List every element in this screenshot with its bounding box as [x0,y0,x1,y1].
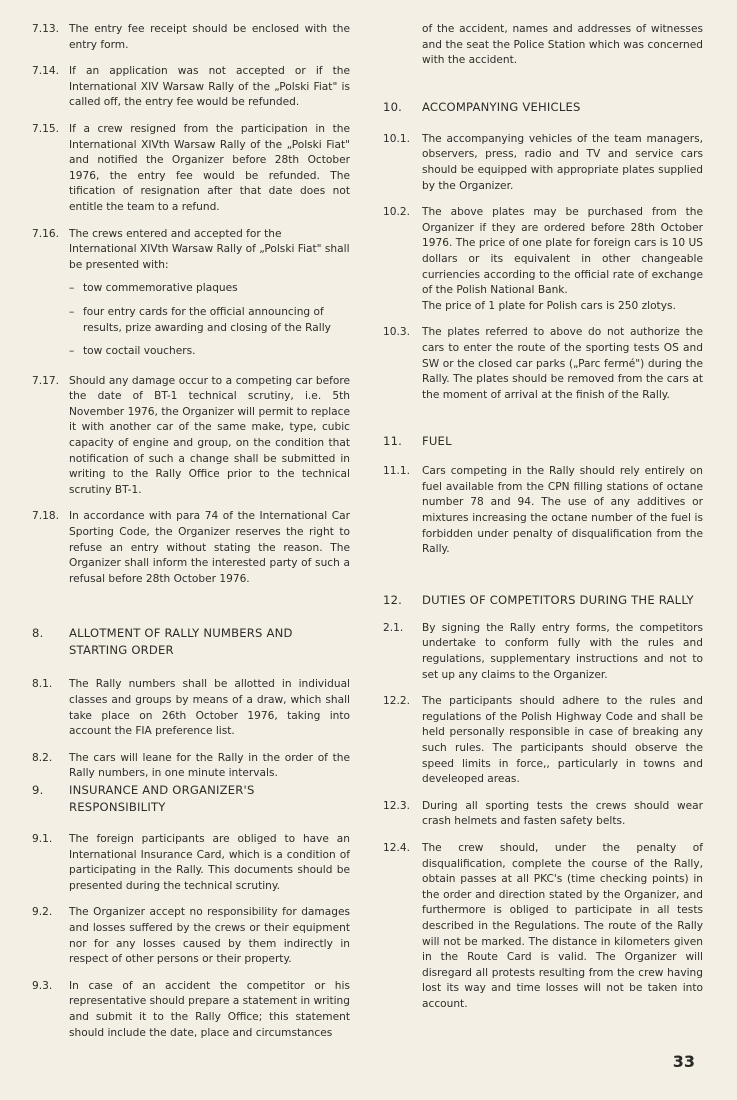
section-7-17 [32,374,350,499]
section-number: 8.2. [32,751,53,764]
section-number: 8.1. [32,678,53,691]
section-12-1 [383,621,703,683]
heading-12 [383,592,703,609]
section-text: The above plates may be purchased from the Organizer if they are ordered before 28th October 1976. The price of one plate for foreign cars is 10 US dollars or its equivalent in other changeable curriencies according to the official rate of exchange of the Polish National Bank. [422,206,703,297]
section-9-3 [32,979,350,1041]
section-text: The entry fee receipt should be enclosed with the entry form. [69,23,350,51]
section-7-16 [32,227,350,368]
section-text: The participants should adhere to the rules and regulations of the Polish Highway Code and shall be held personally responsible in case of breaking any such rules. The participants should observe the speed limits in force,, particularly in towns and develeoped areas. [422,695,703,786]
section-12-4 [383,841,703,1013]
section-body [422,205,703,314]
section-text: The cars will leane for the Rally in the order of the Rally numbers, in one minute intervals. [69,751,350,780]
left-column [32,22,350,1041]
section-body [69,227,350,368]
section-9-2 [32,905,350,967]
section-number: 7.18. [32,510,59,523]
section-text-price: The price of 1 plate for Polish cars is 250 zlotys. [422,299,676,312]
section-text: of the accident, names and addresses of witnesses and the seat the Police Station which was concerned with the accident. [422,23,703,67]
section-11-1 [383,464,703,558]
list-item: – four entry cards for the official announcing of results, prize awarding and closing of the Rally [69,305,331,334]
section-number: 7.17. [32,374,59,387]
section-text: The crews entered and accepted for the International XIVth Warsaw Rally of „Polski Fiat" shall be presented with: [69,227,350,271]
section-10-2 [383,205,703,314]
list-item: – tow commemorative plaques [69,282,238,295]
section-number: 12.2. [383,695,410,708]
section-number: 10.1. [383,132,410,145]
section-number: 10. [383,99,403,114]
right-column [383,22,703,1013]
section-number: 9.2. [32,906,53,919]
section-8-1 [32,677,350,739]
section-10-3 [383,325,703,403]
section-heading: ALLOTMENT OF RALLY NUMBERS AND STARTING ORDER [69,626,293,658]
section-number: 2.1. [383,621,404,634]
section-7-15 [32,122,350,216]
section-9-1 [32,832,350,894]
page-number: 33 [672,1052,695,1071]
item-list [69,281,350,359]
section-12-2 [383,694,703,788]
section-heading: ACCOMPANYING VEHICLES [422,99,581,114]
section-heading: FUEL [422,434,452,449]
heading-11 [383,433,703,450]
section-text: The plates referred to above do not authorize the cars to enter the route of the sporting tests OS and SW or the closed car parks („Parc fermé") during the Rally. The plates should be removed from the cars at the moment of arrival at the finish of the Rally. [422,326,703,401]
section-text: The Organizer accept no responsibility for damages and losses suffered by the crews or their equipment nor for any losses caused by them indirectly in respect of other persons or their property. [69,906,350,966]
section-number: 10.2. [383,206,410,219]
section-number: 9. [32,782,44,797]
section-number: 8. [32,626,44,641]
section-number: 9.1. [32,832,53,845]
section-number: 12. [383,592,403,607]
section-text: In accordance with para 74 of the International Car Sporting Code, the Organizer reserves the right to refuse an entry without stating the reason. The Organizer shall inform the interested party of such a refusal before 28th October 1976. [69,510,350,585]
section-number: 7.13. [32,23,59,35]
section-text: Should any damage occur to a competing car before the date of BT-1 technical scrutiny, i.e. 5th November 1976, the Organizer will permit to replace it with another car of the same make, type, cubic capacity of engine and group, on the condition that notification of such a change shall be submitted in writing to the Rally Office prior to the technical scrutiny BT-1. [69,374,350,496]
section-text: By signing the Rally entry forms, the competitors undertake to conform fully with the rules and regulations, supplementary instructions and not to set up any claims to the Organizer. [422,621,703,681]
section-12-3 [383,799,703,830]
section-number: 7.15. [32,122,59,135]
section-text: The Rally numbers shall be allotted in individual classes and groups by means of a draw, which shall take place on 26th October 1976, taking into account the FIA preference list. [69,678,350,738]
section-text: In case of an accident the competitor or his representative should prepare a statement in writing and submit it to the Rally Office; this statement should include the date, place and circumstances [69,979,350,1039]
section-text: During all sporting tests the crews should wear crash helmets and fasten safety belts. [422,799,703,828]
section-number [383,22,422,69]
section-number: 10.3. [383,326,410,339]
list-item: – tow coctail vouchers. [69,345,196,358]
section-10-1 [383,132,703,194]
section-number: 11.1. [383,465,410,478]
section-text: Cars competing in the Rally should rely entirely on fuel available from the CPN filling stations of octane number 78 and 94. The use of any additives or mixtures increasing the octane number of the fuel is forbidden under penalty of disqualification from the Rally. [422,465,703,556]
section-number: 7.14. [32,65,59,78]
section-7-14 [32,64,350,111]
section-9-3-continued [383,22,703,69]
section-8-2 [32,751,350,782]
heading-8 [32,625,350,659]
section-number: 11. [383,434,403,449]
section-number: 12.4. [383,841,410,854]
section-number: 7.16. [32,227,59,240]
section-7-13 [32,22,350,53]
heading-9 [32,782,350,816]
section-heading: INSURANCE AND ORGANIZER'S RESPONSIBILITY [69,782,255,814]
section-number: 9.3. [32,979,53,992]
section-text: The crew should, under the penalty of disqualification, complete the course of the Rally, obtain passes at all PKC's (time checking points) in the order and direction stated by the Organizer, and furthermore is obliged to participate in all tests described in the Regulations. The route of the Rally will not be marked. The distance in kilometers given in the Route Card is valid. The Organizer will disregard all protests resulting from the crew having lost its way and time losses will not be taken into account. [422,841,703,1010]
section-text: The foreign participants are obliged to have an International Insurance Card, which is a condition of participating in the Rally. This documents should be presented during the technical scrutiny. [69,832,350,892]
section-7-18 [32,509,350,587]
section-text: If an application was not accepted or if the International XIV Warsaw Rally of the „Polski Fiat" is called off, the entry fee would be refunded. [69,65,350,109]
heading-10 [383,99,703,116]
section-number: 12.3. [383,799,410,812]
section-text: If a crew resigned from the participation in the International XIVth Warsaw Rally of the „Polski Fiat" and notified the Organizer before 28th October 1976, the entry fee would be refunded. The tification of resignation after that date does not entitle the team to a refund. [69,122,350,213]
section-heading: DUTIES OF COMPETITORS DURING THE RALLY [422,592,694,607]
section-text: The accompanying vehicles of the team managers, observers, press, radio and TV and service cars should be equipped with appropriate plates supplied by the Organizer. [422,132,703,192]
